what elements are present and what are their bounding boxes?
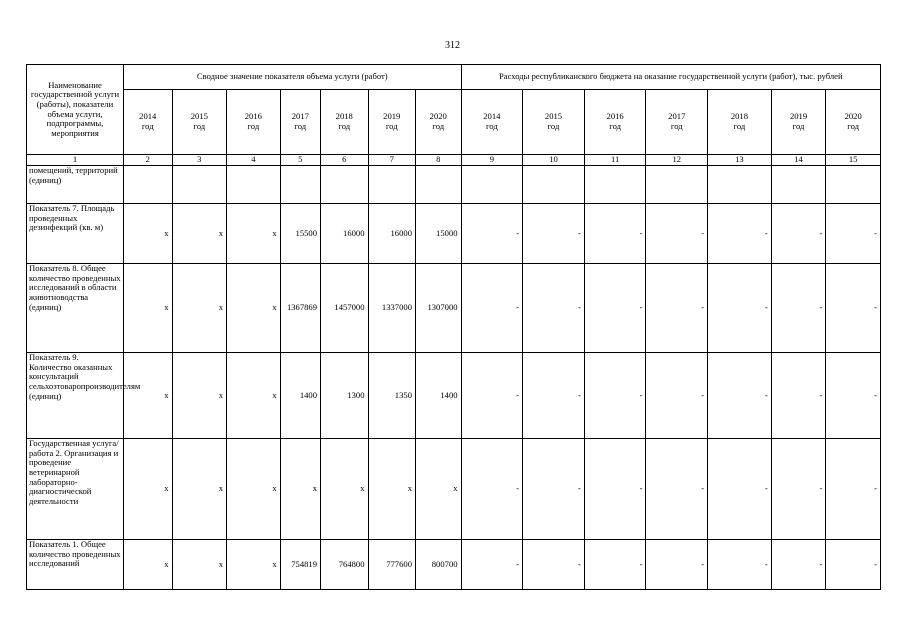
budget-value-cell: -: [708, 204, 772, 264]
volume-value-cell: 1457000: [321, 264, 368, 353]
column-number: 3: [172, 155, 227, 166]
row-name: Показатель 8. Общее количество проведенных исследований в области животноводства (единиц): [27, 264, 124, 353]
volume-value-cell: x: [172, 439, 227, 540]
budget-value-cell: -: [523, 264, 585, 353]
header-budget-year: 2014 год: [461, 90, 523, 155]
header-budget-year: 2020 год: [826, 90, 881, 155]
header-volume-year: 2017 год: [280, 90, 320, 155]
column-number: 9: [461, 155, 523, 166]
budget-value-cell: [461, 166, 523, 204]
volume-value-cell: [280, 166, 320, 204]
budget-value-cell: -: [771, 353, 826, 439]
volume-value-cell: 15500: [280, 204, 320, 264]
header-volume-year: 2014 год: [124, 90, 173, 155]
volume-value-cell: 1367869: [280, 264, 320, 353]
volume-value-cell: x: [172, 353, 227, 439]
table-row: [27, 353, 881, 439]
column-number: 12: [646, 155, 708, 166]
budget-table: [26, 64, 881, 590]
budget-value-cell: -: [584, 264, 646, 353]
budget-value-cell: [646, 166, 708, 204]
column-number: 1: [27, 155, 124, 166]
volume-value-cell: x: [124, 353, 173, 439]
volume-value-cell: x: [227, 353, 281, 439]
table-row: [27, 166, 881, 204]
budget-value-cell: -: [708, 264, 772, 353]
column-number: 13: [708, 155, 772, 166]
volume-value-cell: 1350: [368, 353, 415, 439]
header-volume-year: 2020 год: [415, 90, 461, 155]
budget-value-cell: -: [584, 353, 646, 439]
budget-value-cell: -: [584, 204, 646, 264]
budget-value-cell: -: [646, 540, 708, 590]
budget-value-cell: [523, 166, 585, 204]
volume-value-cell: x: [280, 439, 320, 540]
row-name: Показатель 7. Площадь проведенных дезинфекций (кв. м): [27, 204, 124, 264]
volume-value-cell: x: [227, 540, 281, 590]
budget-value-cell: -: [523, 204, 585, 264]
header-volume-group: Сводное значение показателя объема услуги (работ): [124, 65, 462, 90]
header-budget-year: 2019 год: [771, 90, 826, 155]
volume-value-cell: [124, 166, 173, 204]
budget-value-cell: -: [646, 204, 708, 264]
volume-value-cell: 16000: [321, 204, 368, 264]
budget-value-cell: -: [771, 540, 826, 590]
header-budget-year: 2015 год: [523, 90, 585, 155]
budget-value-cell: -: [646, 264, 708, 353]
budget-value-cell: -: [826, 353, 881, 439]
budget-value-cell: -: [826, 439, 881, 540]
volume-value-cell: 777600: [368, 540, 415, 590]
column-number: 5: [280, 155, 320, 166]
page-number: 312: [445, 40, 460, 51]
volume-value-cell: x: [415, 439, 461, 540]
volume-value-cell: x: [227, 439, 281, 540]
budget-value-cell: -: [584, 540, 646, 590]
volume-value-cell: 16000: [368, 204, 415, 264]
volume-value-cell: 15000: [415, 204, 461, 264]
column-number: 7: [368, 155, 415, 166]
budget-value-cell: -: [646, 353, 708, 439]
budget-value-cell: [584, 166, 646, 204]
volume-value-cell: 1337000: [368, 264, 415, 353]
table-row: [27, 264, 881, 353]
header-volume-year: 2015 год: [172, 90, 227, 155]
volume-value-cell: x: [172, 540, 227, 590]
volume-value-cell: [321, 166, 368, 204]
budget-value-cell: -: [771, 204, 826, 264]
row-name: помещений, территорий (единиц): [27, 166, 124, 204]
volume-value-cell: 1307000: [415, 264, 461, 353]
volume-value-cell: [227, 166, 281, 204]
budget-value-cell: -: [461, 264, 523, 353]
column-number: 4: [227, 155, 281, 166]
column-number: 14: [771, 155, 826, 166]
year-header-row: [27, 90, 881, 155]
volume-value-cell: x: [227, 264, 281, 353]
row-name: Показатель 1. Общее количество проведенных исследований: [27, 540, 124, 590]
budget-value-cell: -: [523, 439, 585, 540]
volume-value-cell: 1300: [321, 353, 368, 439]
budget-value-cell: -: [523, 353, 585, 439]
volume-value-cell: x: [321, 439, 368, 540]
budget-value-cell: -: [461, 540, 523, 590]
volume-value-cell: x: [227, 204, 281, 264]
budget-value-cell: -: [461, 439, 523, 540]
header-budget-year: 2018 год: [708, 90, 772, 155]
table-row: [27, 204, 881, 264]
budget-value-cell: -: [461, 204, 523, 264]
budget-value-cell: -: [461, 353, 523, 439]
header-name-column: Наименование государственной услуги (работы), показатели объема услуги, подпрограммы, мероприятия: [27, 65, 124, 155]
header-budget-year: 2016 год: [584, 90, 646, 155]
table-row: [27, 439, 881, 540]
volume-value-cell: x: [124, 540, 173, 590]
header-volume-year: 2019 год: [368, 90, 415, 155]
budget-value-cell: [708, 166, 772, 204]
volume-value-cell: x: [124, 264, 173, 353]
row-name: Показатель 9. Количество оказанных консультаций сельхозтоваропроизводителям (единиц): [27, 353, 124, 439]
volume-value-cell: 800700: [415, 540, 461, 590]
budget-value-cell: -: [826, 204, 881, 264]
budget-value-cell: -: [771, 264, 826, 353]
header-budget-year: 2017 год: [646, 90, 708, 155]
volume-value-cell: 1400: [280, 353, 320, 439]
table-header: [27, 65, 881, 166]
budget-value-cell: -: [646, 439, 708, 540]
column-number: 10: [523, 155, 585, 166]
column-number: 15: [826, 155, 881, 166]
table-row: [27, 540, 881, 590]
column-number-row: [27, 155, 881, 166]
volume-value-cell: x: [124, 204, 173, 264]
budget-value-cell: -: [826, 264, 881, 353]
table-body: [27, 166, 881, 590]
column-number: 8: [415, 155, 461, 166]
column-number: 2: [124, 155, 173, 166]
header-budget-group: Расходы республиканского бюджета на оказание государственной услуги (работ), тыс. рублей: [461, 65, 880, 90]
header-volume-year: 2018 год: [321, 90, 368, 155]
volume-value-cell: 754819: [280, 540, 320, 590]
budget-value-cell: [826, 166, 881, 204]
volume-value-cell: x: [124, 439, 173, 540]
volume-value-cell: x: [368, 439, 415, 540]
volume-value-cell: x: [172, 264, 227, 353]
volume-value-cell: x: [172, 204, 227, 264]
budget-value-cell: -: [708, 439, 772, 540]
header-volume-year: 2016 год: [227, 90, 281, 155]
budget-value-cell: -: [826, 540, 881, 590]
budget-value-cell: [771, 166, 826, 204]
volume-value-cell: [415, 166, 461, 204]
volume-value-cell: [368, 166, 415, 204]
budget-value-cell: -: [708, 540, 772, 590]
volume-value-cell: 764800: [321, 540, 368, 590]
volume-value-cell: 1400: [415, 353, 461, 439]
budget-value-cell: -: [708, 353, 772, 439]
column-number: 6: [321, 155, 368, 166]
column-number: 11: [584, 155, 646, 166]
row-name: Государственная услуга/работа 2. Организация и проведение ветеринарной лабораторно-диагностической деятельности: [27, 439, 124, 540]
budget-value-cell: -: [523, 540, 585, 590]
budget-value-cell: -: [584, 439, 646, 540]
volume-value-cell: [172, 166, 227, 204]
budget-value-cell: -: [771, 439, 826, 540]
